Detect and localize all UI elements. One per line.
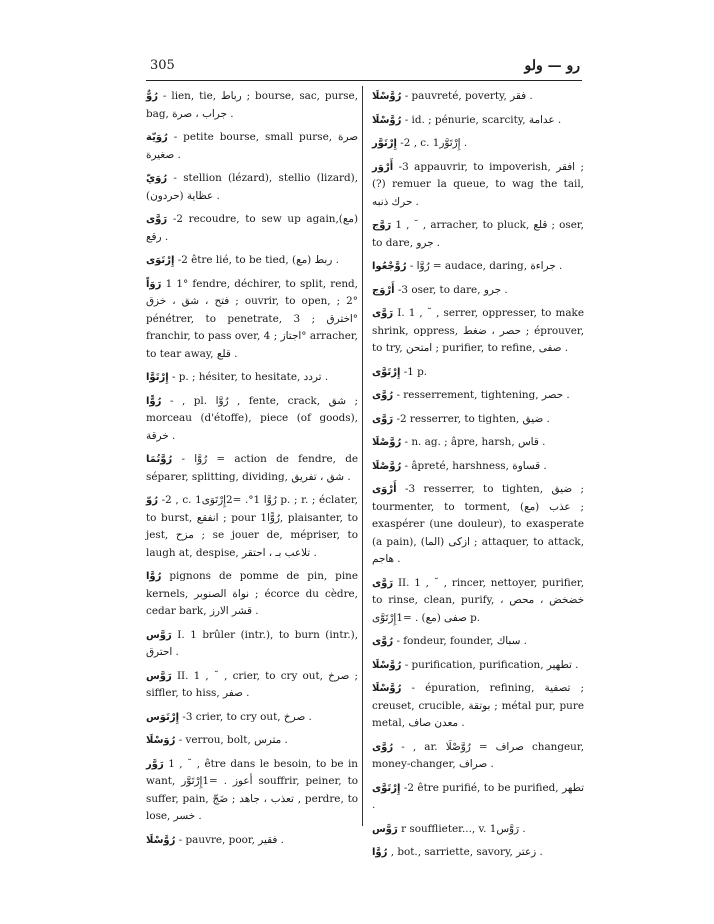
dictionary-entry bbox=[146, 668, 358, 703]
headword: إِرْتَوَى bbox=[146, 255, 175, 266]
headword: رُوَّسْلَا bbox=[146, 834, 176, 846]
entry-text: II. 1 , ˘ , rincer, nettoyer, purifier, to rinse, clean, purify, خضخض ، محص ، صفى (مع) . =1إِرْتَوَّى p. bbox=[372, 576, 584, 624]
entry-text: 1 , ˘ , être dans le besoin, to be in want, أعوز . =1إِرْتَوَّر souffrir, peiner, to suffer, pain, تعذب ، جاهد ; ضَجّ , perdre, to lose, خسر . bbox=[146, 757, 359, 822]
dictionary-entry bbox=[372, 159, 584, 212]
dictionary-entry bbox=[146, 393, 358, 446]
headword: رَوَّر bbox=[146, 758, 164, 770]
dictionary-entry bbox=[146, 451, 358, 486]
entry-text: r soufflieter..., v. 1رَوَّس . bbox=[401, 822, 526, 835]
dictionary-entry bbox=[146, 627, 358, 662]
dictionary-entry bbox=[146, 832, 358, 850]
entry-text: II. 1 , ˘ , crier, to cry out, صرخ ; siffler, to hiss, صفر . bbox=[146, 669, 358, 699]
entry-text: - lien, tie, رباط ; bourse, sac, purse, bag, جراب ، صرة . bbox=[146, 90, 358, 120]
entry-text: -2 recoudre, to sew up again,(مع) رقع . bbox=[146, 213, 359, 243]
dictionary-entry bbox=[372, 575, 584, 628]
headword: رُوَيّة bbox=[146, 132, 168, 143]
headword: رَوَّس bbox=[372, 823, 398, 835]
dictionary-entry bbox=[372, 305, 584, 358]
entry-text: -3 appauvrir, to impoverish, افقر ; (?) remuer la queue, to wag the tail, حرك ذنبه . bbox=[372, 160, 584, 208]
dictionary-entry bbox=[372, 434, 584, 452]
dictionary-entry bbox=[372, 633, 584, 651]
entry-text: - stellion (lézard), stellio (lizard), (حردون) عظاية . bbox=[146, 172, 358, 202]
entry-text: - purification, purification, تطهير . bbox=[404, 658, 579, 671]
headword: رُوَّا bbox=[372, 847, 388, 858]
entry-text: - n. ag. ; âpre, harsh, قاس . bbox=[404, 436, 546, 448]
dictionary-entry bbox=[372, 680, 584, 733]
dictionary-entry bbox=[146, 568, 358, 621]
dictionary-entry bbox=[372, 88, 584, 106]
entry-text: - رُوَّا = audace, daring, جراءة . bbox=[409, 260, 563, 272]
running-head: رو — ولو bbox=[524, 58, 580, 74]
headword: إِرْتَوَّا bbox=[146, 372, 169, 383]
headword: رُوَّتُمَا bbox=[146, 454, 173, 465]
headword: رُوَّى bbox=[372, 741, 394, 753]
headword: رُوَّسْلَا bbox=[372, 683, 402, 694]
entry-text: I. 1 brûler (intr.), to burn (intr.), احترق . bbox=[146, 628, 358, 658]
headword: رُوّ bbox=[146, 495, 158, 506]
entry-text: 1 , ˘ , arracher, to pluck, قلع ; oser, to dare, جرو . bbox=[372, 219, 584, 249]
dictionary-entry bbox=[372, 481, 584, 569]
dictionary-entry bbox=[146, 492, 358, 562]
headword: رُوَسْلَا bbox=[146, 735, 176, 746]
headword: رُوَّسْلَا bbox=[372, 91, 402, 102]
entry-text: - resserrement, tightening, حصر . bbox=[396, 389, 570, 401]
dictionary-entry bbox=[146, 276, 358, 364]
dictionary-entry bbox=[146, 709, 358, 727]
headword: رُوَّا bbox=[146, 571, 162, 582]
entry-text: - , ar. صراف = رُوَّصْلَا changeur, money-changer, صراف . bbox=[372, 740, 584, 770]
headword: رُوَّى bbox=[372, 636, 394, 647]
dictionary-entry bbox=[372, 739, 584, 774]
dictionary-entry bbox=[372, 112, 584, 130]
entry-text: 1 1° fendre, déchirer, to split, rend, فتح ، شق ، خزق ; ouvrir, to open, ; 2° pénétrer, to penetrate, اخترق ; 3° franchir, to pass over, اجتاز ; 4° arracher, to tear away, قلع . bbox=[146, 277, 358, 360]
entry-text: pignons de pomme de pin, pine kernels, نواة الصنوبر ; écorce du cèdre, cedar bark, قشر الارز . bbox=[146, 570, 358, 617]
entry-text: I. 1 , ˘ , serrer, oppresser, to make shrink, oppress, حصر ، ضغط ; éprouver, to try, امتحن ; purifier, to refine, صفى . bbox=[372, 307, 585, 354]
headword: إِرْتَوَّر bbox=[372, 138, 397, 149]
headword: أَرْوَج bbox=[372, 284, 395, 296]
entry-text: - fondeur, founder, سباك . bbox=[396, 635, 527, 647]
headword: رُوَّصْلَا bbox=[372, 437, 402, 448]
headword: أَرْوَى bbox=[372, 484, 397, 495]
headword: إِرْتَوَّى bbox=[372, 366, 401, 378]
dictionary-entry bbox=[372, 258, 584, 276]
dictionary-entry bbox=[372, 135, 584, 153]
header-rule bbox=[146, 80, 582, 81]
dictionary-entry bbox=[146, 88, 358, 123]
entry-text: -2 resserrer, to tighten, ضيق . bbox=[396, 412, 550, 425]
dictionary-entry bbox=[146, 211, 358, 246]
entry-text: - épuration, refining, تصفية ; creuset, crucible, بوتقة ; métal pur, pure metal, معدن صاف . bbox=[372, 682, 584, 729]
headword: رَوَّج bbox=[372, 220, 392, 231]
dictionary-entry bbox=[146, 756, 358, 826]
right-column bbox=[372, 88, 584, 868]
headword: رُوَّصْلَا bbox=[372, 460, 402, 472]
dictionary-entry bbox=[146, 732, 358, 750]
page-header bbox=[150, 58, 580, 80]
left-column bbox=[146, 88, 358, 855]
dictionary-entry bbox=[372, 387, 584, 405]
dictionary-entry bbox=[372, 780, 584, 815]
entry-text: - pauvreté, poverty, فقر . bbox=[404, 90, 533, 102]
dictionary-entry bbox=[146, 252, 358, 270]
headword: رَوَّى bbox=[146, 214, 168, 225]
entry-text: , bot., sarriette, savory, زعتر . bbox=[390, 846, 543, 858]
headword: رَوَّس bbox=[146, 670, 172, 682]
headword: رَوَّى bbox=[372, 413, 394, 425]
dictionary-entry bbox=[372, 657, 584, 675]
headword: رُوَّسْلَا bbox=[372, 114, 402, 126]
headword: رَوَّى bbox=[372, 308, 394, 319]
page-number: 305 bbox=[150, 58, 175, 73]
dictionary-entry bbox=[372, 217, 584, 252]
dictionary-entry bbox=[372, 821, 584, 839]
entry-text: -1 p. bbox=[403, 365, 428, 378]
entry-text: -3 oser, to dare, جرو . bbox=[397, 283, 508, 296]
dictionary-entry bbox=[146, 170, 358, 205]
headword: رُوَيّ bbox=[146, 173, 168, 184]
headword: إِرْتَوَس bbox=[146, 711, 180, 723]
entry-text: -2 être purifié, to be purified, تطهر . bbox=[372, 781, 585, 811]
dictionary-entry bbox=[146, 369, 358, 387]
headword: إِرْتَوَّى bbox=[372, 782, 401, 794]
column-divider bbox=[362, 86, 363, 826]
entry-text: - âpreté, harshness, قساوة . bbox=[404, 459, 547, 472]
headword: رُوًّا bbox=[146, 395, 162, 407]
entry-text: - , pl. رُوَّا , fente, crack, شق ; morceau (d'étoffe), piece (of goods), خرقة . bbox=[146, 394, 359, 442]
entry-text: -2 être lié, to be tied, (مع) ربط . bbox=[177, 254, 339, 266]
headword: رَوَاً bbox=[146, 278, 162, 290]
entry-text: - رُوَّا = action de fendre, de séparer, splitting, dividing, شق ، تفريق . bbox=[146, 453, 358, 483]
dictionary-entry bbox=[372, 458, 584, 476]
entry-text: -3 resserrer, to tighten, ضيق ; tourmenter, to torment, (مع) عذب ; exaspérer (une douleur), to exasperate (a pain), (الما) ازكى ; attaquer, to attack, هاجم . bbox=[372, 483, 585, 565]
headword: أَرْوَر bbox=[372, 161, 394, 173]
dictionary-entry bbox=[372, 844, 584, 862]
headword: رَوَّس bbox=[146, 629, 172, 641]
headword: رُوَّى bbox=[372, 390, 394, 401]
entry-text: - id. ; pénurie, scarcity, عدامة . bbox=[404, 113, 562, 126]
entry-text: -2 , c. 1إِرْتَوَّر . bbox=[400, 137, 468, 149]
dictionary-entry bbox=[372, 282, 584, 300]
headword: رَوَّى bbox=[372, 577, 394, 589]
dictionary-entry bbox=[146, 129, 358, 164]
entry-text: - p. ; hésiter, to hesitate, تردد . bbox=[171, 371, 329, 383]
dictionary-entry bbox=[372, 364, 584, 382]
entry-text: -3 crier, to cry out, صرخ . bbox=[182, 710, 312, 723]
entry-text: - pauvre, poor, فقير . bbox=[178, 833, 284, 846]
entry-text: - verrou, bolt, مترس . bbox=[178, 734, 288, 746]
headword: رُوَّجْعُوا bbox=[372, 261, 407, 272]
dictionary-entry bbox=[372, 411, 584, 429]
headword: رُوَّسْلَا bbox=[372, 659, 402, 671]
headword: رُوٌّ bbox=[146, 91, 158, 102]
entry-text: - petite bourse, small purse, صرة صغيرة . bbox=[146, 131, 358, 161]
entry-text: -2 , c. 1رُوَّا 1°. =2إِرْتَوَى p. ; r. ; éclater, to burst, انفقع ; pour 1رُوًّا, plaisanter, to jest, مزح ; se jouer de, mépriser, to laugh at, despise, تلاعب بـ ، احتقر . bbox=[146, 494, 358, 559]
